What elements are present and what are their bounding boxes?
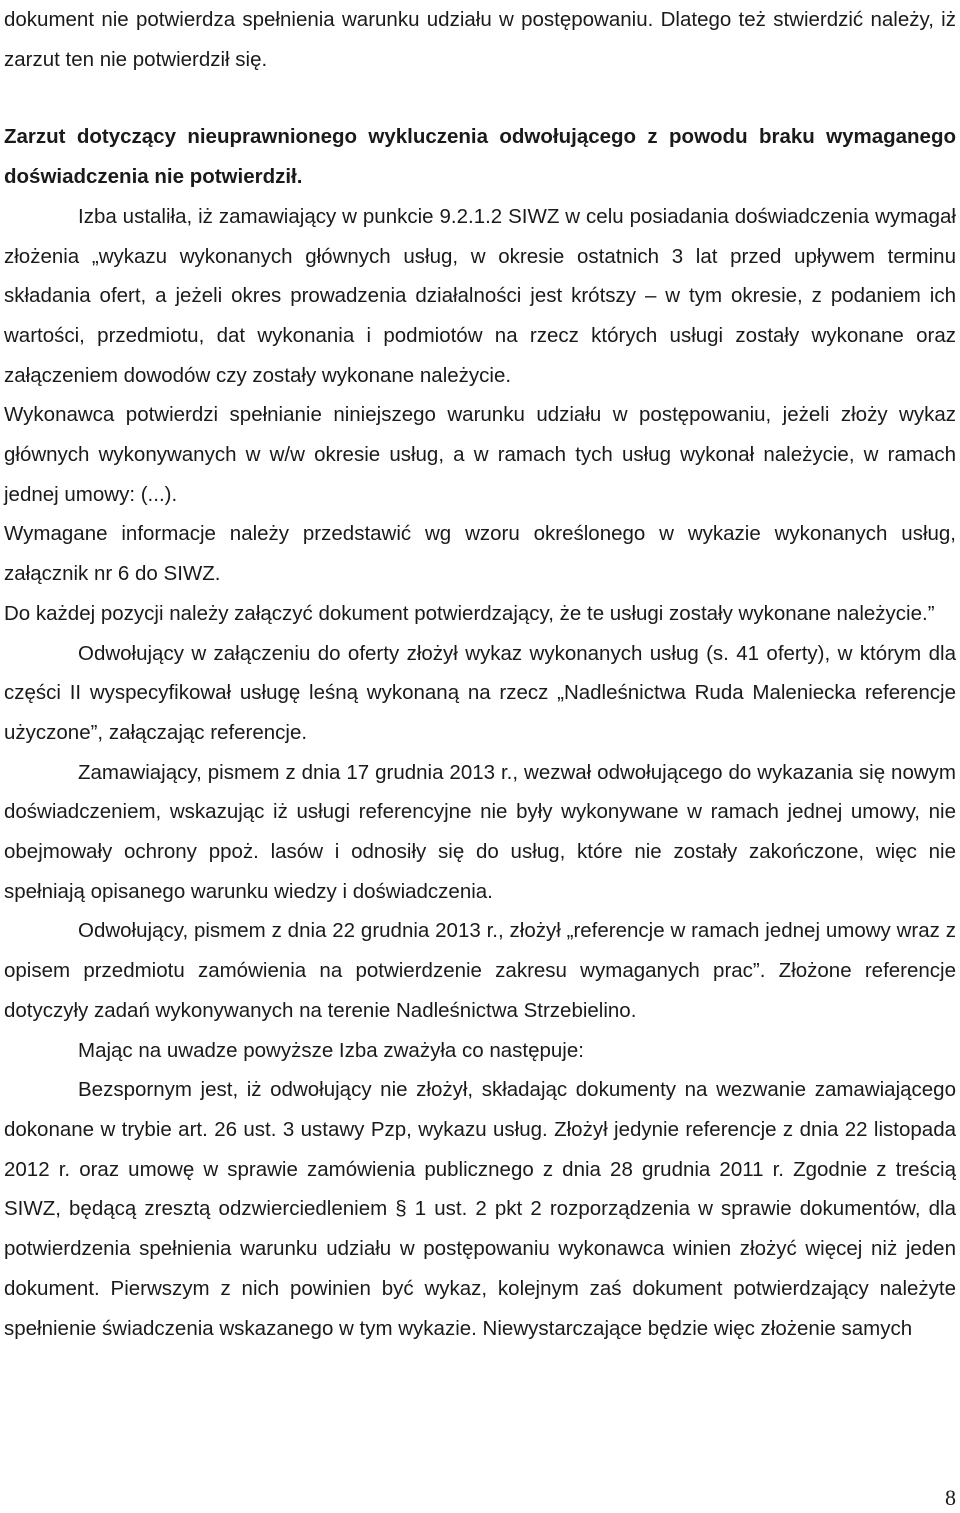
paragraph-4: Wykonawca potwierdzi spełnianie niniejszego warunku udziału w postępowaniu, jeżeli złoży wykaz głównych wykonywanych w w/w okresie usług, a w ramach tych usług wykonał należycie, w ramach jednej umowy: (...). xyxy=(4,403,956,506)
document-page xyxy=(4,0,956,1348)
paragraph-8: Zamawiający, pismem z dnia 17 grudnia 2013 r., wezwał odwołującego do wykazania się nowym doświadczeniem, wskazując iż usługi referencyjne nie były wykonywane w ramach jednej umowy, nie obejmowały ochrony ppoż. lasów i odnosiły się do usług, które nie zostały zakończone, więc nie spełniają opisanego warunku wiedzy i doświadczenia. xyxy=(4,760,956,903)
blank-line xyxy=(4,79,956,117)
paragraph-7: Odwołujący w załączeniu do oferty złożył wykaz wykonanych usług (s. 41 oferty), w którym dla części II wyspecyfikował usługę leśną wykonaną na rzecz „Nadleśnictwa Ruda Maleniecka referencje użyczone”, załączając referencje. xyxy=(4,641,956,744)
paragraph-11: Bezspornym jest, iż odwołujący nie złożył, składając dokumenty na wezwanie zamawiającego dokonane w trybie art. 26 ust. 3 ustawy Pzp, wykazu usług. Złożył jedynie referencje z dnia 22 listopada 2012 r. oraz umowę w sprawie zamówienia publicznego z dnia 28 grudnia 2011 r. Zgodnie z treścią SIWZ, będącą zresztą odzwierciedleniem § 1 ust. 2 pkt 2 rozporządzenia w sprawie dokumentów, dla potwierdzenia spełnienia warunku udziału w postępowaniu wykonawca winien złożyć więcej niż jeden dokument. Pierwszym z nich powinien być wykaz, kolejnym zaś dokument potwierdzający należyte spełnienie świadczenia wskazanego w tym wykazie. Niewystarczające będzie więc złożenie samych xyxy=(4,1078,956,1340)
section-heading: Zarzut dotyczący nieuprawnionego wykluczenia odwołującego z powodu braku wymaganego doświadczenia nie potwierdził. xyxy=(4,125,956,189)
paragraph-3: Izba ustaliła, iż zamawiający w punkcie 9.2.1.2 SIWZ w celu posiadania doświadczenia wymagał złożenia „wykazu wykonanych głównych usług, w okresie ostatnich 3 lat przed upływem terminu składania ofert, a jeżeli okres prowadzenia działalności jest krótszy – w tym okresie, z podaniem ich wartości, przedmiotu, dat wykonania i podmiotów na rzecz których usługi zostały wykonane oraz załączeniem dowodów czy zostały wykonane należycie. xyxy=(4,204,956,387)
paragraph-5: Wymagane informacje należy przedstawić wg wzoru określonego w wykazie wykonanych usług, załącznik nr 6 do SIWZ. xyxy=(4,522,956,586)
page-number: 8 xyxy=(945,1485,956,1510)
paragraph-1: dokument nie potwierdza spełnienia warunku udziału w postępowaniu. Dlatego też stwierdzić należy, iż zarzut ten nie potwierdził się. xyxy=(4,8,956,71)
paragraph-6: Do każdej pozycji należy załączyć dokument potwierdzający, że te usługi zostały wykonane należycie.” xyxy=(4,601,935,625)
paragraph-10: Mając na uwadze powyższe Izba zważyła co następuje: xyxy=(78,1038,584,1062)
paragraph-9: Odwołujący, pismem z dnia 22 grudnia 2013 r., złożył „referencje w ramach jednej umowy wraz z opisem przedmiotu zamówienia na potwierdzenie zakresu wymaganych prac”. Złożone referencje dotyczyły zadań wykonywanych na terenie Nadleśnictwa Strzebielino. xyxy=(4,919,956,1022)
